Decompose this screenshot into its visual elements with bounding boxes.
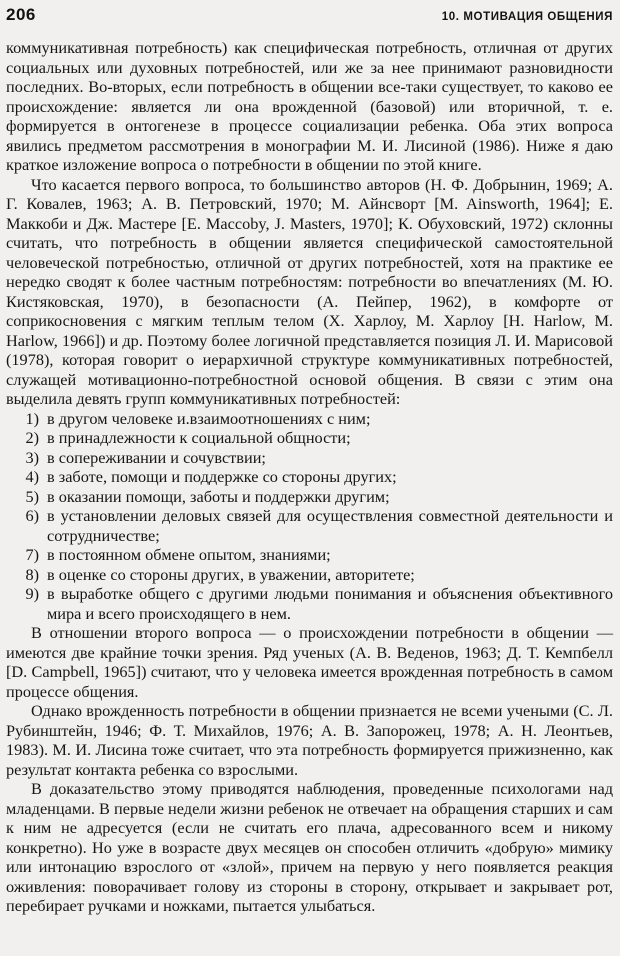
numbered-list — [6, 409, 613, 624]
paragraph: В отношении второго вопроса — о происхождении потребности в общении — имеются две крайние точки зрения. Ряд ученых (А. В. Веденов, 1963; Д. Т. Кемпбелл [D. Campbell, 1965]) считают, что у человека имеется врожденная потребность в самом процессе общения. — [6, 623, 613, 701]
list-item-text: в принадлежности к социальной общности; — [47, 428, 351, 447]
page-body — [6, 38, 613, 916]
list-item — [6, 565, 613, 585]
list-item — [6, 467, 613, 487]
list-item-number: 6) — [25, 506, 39, 525]
chapter-title: 10. МОТИВАЦИЯ ОБЩЕНИЯ — [441, 11, 613, 23]
list-item-text: в заботе, помощи и поддержке со стороны других; — [47, 467, 397, 486]
list-item-number: 9) — [25, 584, 39, 603]
list-item-text: в постоянном обмене опытом, знаниями; — [47, 545, 331, 564]
page-number: 206 — [6, 5, 36, 24]
list-item — [6, 584, 613, 623]
paragraph: Однако врожденность потребности в общении признается не всеми учеными (С. Л. Рубинштейн, 1946; Ф. Т. Михайлов, 1976; А. В. Запорожец, 1978; А. Н. Леонтьев, 1983). М. И. Лисина тоже считает, что эта потребность формируется прижизненно, как результат контакта ребенка со взрослыми. — [6, 701, 613, 779]
list-item — [6, 545, 613, 565]
list-item — [6, 428, 613, 448]
list-item-number: 7) — [25, 545, 39, 564]
list-item — [6, 487, 613, 507]
list-item-number: 2) — [25, 428, 39, 447]
page-header — [6, 5, 613, 25]
list-item-number: 4) — [25, 467, 39, 486]
list-item — [6, 448, 613, 468]
list-item-number: 3) — [25, 447, 39, 467]
list-item-text: в оценке со стороны других, в уважении, авторитете; — [47, 564, 415, 584]
list-item-text: в выработке общего с другими людьми понимания и объяснения объективного мира и всего происходящего в нем. — [47, 584, 613, 623]
list-item-text: в оказании помощи, заботы и поддержки другим; — [47, 486, 390, 506]
list-item-text: в другом человеке и.взаимоотношениях с ним; — [47, 408, 371, 428]
list-item — [6, 506, 613, 545]
list-item — [6, 409, 613, 429]
list-item-text: в установлении деловых связей для осуществления совместной деятельности и сотрудничестве; — [47, 506, 613, 545]
paragraph: Что касается первого вопроса, то большинство авторов (Н. Ф. Добрынин, 1969; А. Г. Ковалев, 1963; А. В. Петровский, 1970; М. Айнсворт [M. Ainsworth, 1964]; Е. Маккоби и Дж. Мастере [E. Maccoby, J. Masters, 1970]; К. Обуховский, 1972) склонны считать, что потребность в общении является специфической самостоятельной человеческой потребностью, отличной от других потребностей, хотя на практике ее нередко сводят к более частным потребностям: потребности во впечатлениях (М. Ю. Кистяковская, 1970), в безопасности (А. Пейпер, 1962), в комфорте от соприкосновения с мягким теплым телом (Х. Харлоу, М. Харлоу [H. Harlow, M. Harlow, 1966]) и др. Поэтому более логичной представляется позиция Л. И. Марисовой (1978), которая говорит о иерархичной структуре коммуникативных потребностей, служащей мотивационно-потребностной основой общения. В связи с этим она выделила девять групп коммуникативных потребностей: — [6, 174, 613, 408]
list-item-number: 8) — [25, 564, 39, 584]
paragraph: В доказательство этому приводятся наблюдения, проведенные психологами над младенцами. В первые недели жизни ребенок не отвечает на обращения старших и сам к ним не адресуется (если не считать его плача, адресованного всем и никому конкретно). Но уже в возрасте двух месяцев он способен отличить «добрую» мимику или интонацию взрослого от «злой», причем на первую у него появляется реакция оживления: поворачивает голову из стороны в сторону, открывает и закрывает рот, перебирает ручками и ножками, пытается улыбаться. — [6, 779, 613, 915]
paragraph: коммуникативная потребность) как специфическая потребность, отличная от других социальных или духовных потребностей, или же за нее принимают разновидности последних. Во-вторых, если потребность в общении все-таки существует, то каково ее происхождение: является ли она врожденной (базовой) или вторичной, т. е. формируется в онтогенезе в процессе социализации ребенка. Оба этих вопроса явились предметом рассмотрения в монографии М. И. Лисиной (1986). Ниже я даю краткое изложение вопроса о потребности в общении по этой книге. — [6, 38, 613, 174]
list-item-number: 1) — [25, 408, 39, 428]
list-item-text: в сопереживании и сочувствии; — [47, 447, 266, 467]
list-item-number: 5) — [25, 486, 39, 506]
